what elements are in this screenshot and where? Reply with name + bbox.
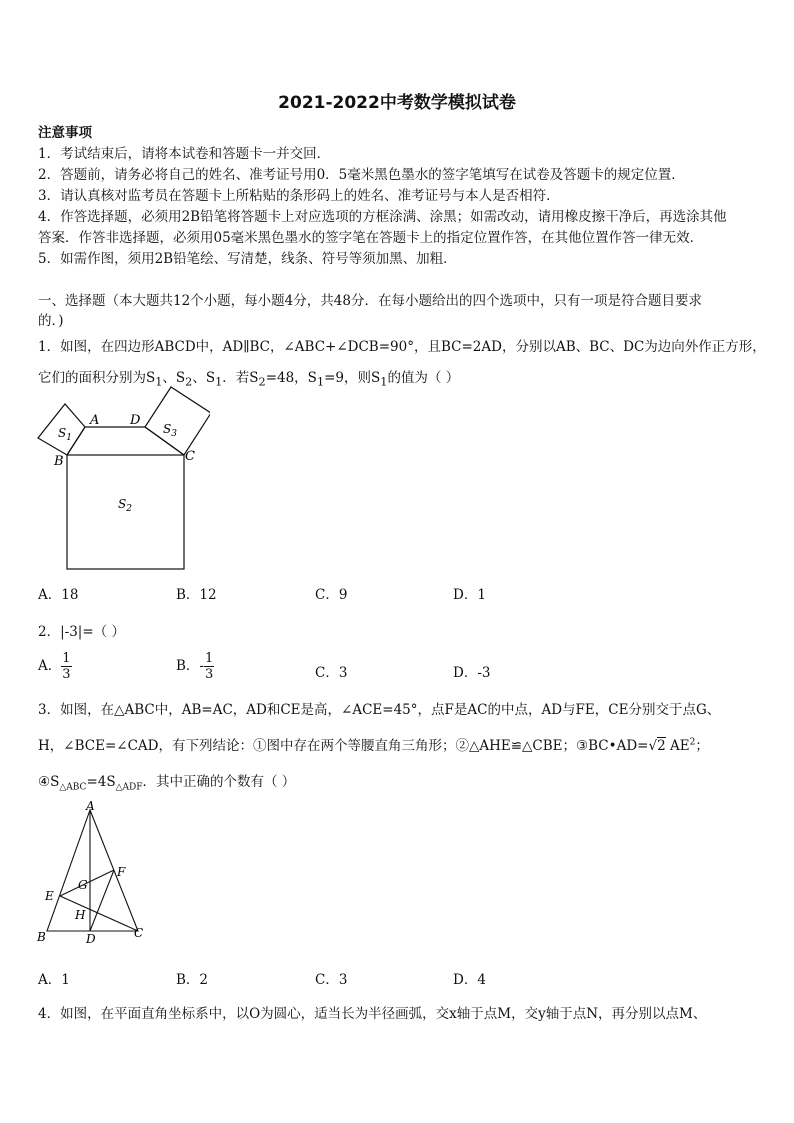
q1-figure bbox=[30, 385, 210, 575]
label-g: G bbox=[78, 878, 88, 892]
label-d: D bbox=[130, 413, 141, 428]
q3-option-c[interactable]: C．3 bbox=[315, 972, 348, 988]
notice-item: 答案．作答非选择题，必须用05毫米黑色墨水的签字笔在答题卡上的指定位置作答，在其他位置作答一律无效． bbox=[38, 230, 704, 246]
q1-option-d[interactable]: D．1 bbox=[453, 587, 486, 603]
notice-item: 1．考试结束后，请将本试卷和答题卡一并交回． bbox=[38, 146, 331, 162]
q1-stem-line1: 1．如图，在四边形ABCD中，AD∥BC，∠ABC+∠DCB=90°，且BC=2AD，分别以AB、BC、DC为边向外作正方形， bbox=[38, 339, 766, 355]
label-c: C bbox=[185, 449, 195, 464]
segment-fd bbox=[90, 870, 114, 931]
q2-stem: 2．|-3|=（ ） bbox=[38, 624, 125, 640]
q3-stem-line2: H，∠BCE=∠CAD，有下列结论：①图中存在两个等腰直角三角形；②△AHE≌△CBE；③BC•AD=√2 $AE^2$； bbox=[38, 737, 709, 754]
q2-option-a[interactable]: A． $\frac{1}{3}$ bbox=[38, 651, 71, 682]
q4-stem-line1: 4．如图，在平面直角坐标系中，以O为圆心，适当长为半径画弧，交x轴于点M，交y轴于点N，再分别以点M、 bbox=[38, 1006, 707, 1022]
label-d: D bbox=[86, 932, 96, 946]
notice-item: 2．答题前，请务必将自己的姓名、准考证号用0．5毫米黑色墨水的签字笔填写在试卷及答题卡的规定位置． bbox=[38, 167, 685, 183]
page-title: 2021-2022中考数学模拟试卷 bbox=[278, 93, 516, 113]
label-h: H bbox=[75, 908, 86, 922]
q2-option-b[interactable]: B．- $\frac{1}{3}$ bbox=[176, 651, 214, 682]
q3-option-a[interactable]: A．1 bbox=[38, 972, 70, 988]
q1-stem-line2: 它们的面积分别为$S_1$、$S_2$、$S_1$．若$S_2=48$，$S_1=9$，则$S_1$的值为（ ） bbox=[38, 370, 460, 389]
section-heading: 一、选择题（本大题共12个小题，每小题4分，共48分．在每小题给出的四个选项中，只有一项是符合题目要求 bbox=[38, 293, 702, 309]
label-s2: $S_2$ bbox=[118, 497, 132, 514]
label-b: B bbox=[54, 454, 64, 469]
label-b: B bbox=[37, 930, 46, 944]
label-s1: $S_1$ bbox=[58, 426, 72, 443]
q1-option-c[interactable]: C．9 bbox=[315, 587, 348, 603]
q3-stem-line1: 3．如图，在△ABC中，AB=AC，AD和CE是高，∠ACE=45°，点F是AC的中点，AD与FE，CE分别交于点G、 bbox=[38, 702, 721, 718]
q3-figure bbox=[34, 798, 154, 948]
q1-option-a[interactable]: A．18 bbox=[38, 587, 79, 603]
q2-option-c[interactable]: C．3 bbox=[315, 665, 348, 681]
label-c: C bbox=[134, 926, 144, 940]
q3-option-d[interactable]: D．4 bbox=[453, 972, 486, 988]
notice-item: 3．请认真核对监考员在答题卡上所粘贴的条形码上的姓名、准考证号与本人是否相符． bbox=[38, 188, 560, 204]
label-a: A bbox=[86, 799, 95, 813]
q1-option-b[interactable]: B．12 bbox=[176, 587, 217, 603]
square-s3 bbox=[145, 387, 210, 455]
notice-item: 5．如需作图，须用2B铅笔绘、写清楚，线条、符号等须加黑、加粗． bbox=[38, 251, 457, 267]
q3-option-b[interactable]: B．2 bbox=[176, 972, 209, 988]
label-e: E bbox=[45, 889, 54, 903]
q2-option-d[interactable]: D．-3 bbox=[453, 665, 491, 681]
section-heading-cont: 的．) bbox=[38, 313, 64, 329]
notice-item: 4．作答选择题，必须用2B铅笔将答题卡上对应选项的方框涂满、涂黑；如需改动，请用橡皮擦干净后，再选涂其他 bbox=[38, 209, 727, 225]
notice-heading: 注意事项 bbox=[38, 125, 92, 141]
label-f: F bbox=[117, 865, 126, 879]
label-s3: $S_3$ bbox=[163, 422, 177, 439]
label-a: A bbox=[90, 413, 100, 428]
q3-stem-line3: $④S_{\triangle ABC}=4S_{\triangle ADF}$．其中正确的个数有（ ） bbox=[38, 774, 296, 793]
